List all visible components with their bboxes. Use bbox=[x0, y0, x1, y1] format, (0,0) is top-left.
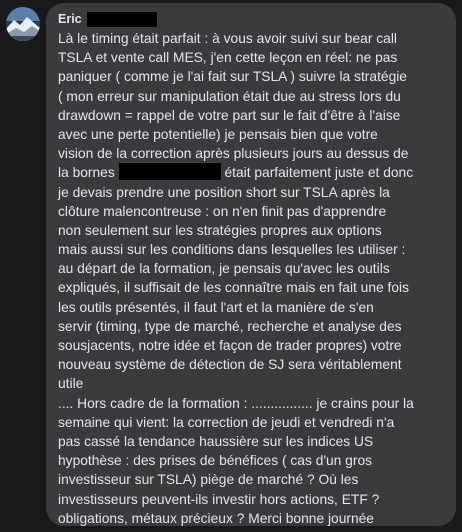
comment-text-part2 bbox=[58, 183, 444, 528]
comment-line: mais aussi sur les conditions dans lesquelles les utiliser : bbox=[58, 242, 406, 258]
comment-line: au départ de la formation, je pensais qu'avec les outils bbox=[58, 261, 390, 277]
comment-line: pas cassé la tendance haussière sur les indices US bbox=[58, 433, 374, 449]
comment-header bbox=[58, 10, 444, 29]
comment-line: ( mon erreur sur manipulation était due au stress lors du bbox=[58, 88, 401, 104]
redacted-surname bbox=[87, 12, 157, 27]
comment-line: je devais prendre une position short sur TSLA après la bbox=[58, 184, 390, 200]
comment-line: semaine qui vient: la correction de jeudi et vendredi n'a bbox=[58, 414, 395, 430]
comment-line: utile bbox=[58, 376, 84, 392]
comment-text bbox=[58, 29, 444, 528]
author-name[interactable]: Eric bbox=[58, 12, 82, 26]
comment-line-before: la bornes bbox=[58, 165, 115, 181]
comment-line: TSLA et vente call MES, j'en cette leçon en réel: ne pas bbox=[58, 50, 398, 66]
comment-line: sousjacents, notre idée et façon de trader propres) votre bbox=[58, 338, 402, 353]
comment-line: nouveau système de détection de SJ sera véritablement bbox=[58, 357, 402, 373]
comment-line: vision de la correction après plusieurs jours au dessus de bbox=[58, 146, 409, 162]
comment-line: investisseur sur TSLA) piège de marché ? Où les bbox=[58, 472, 359, 488]
comment-line: non seulement sur les stratégies propres aux options bbox=[58, 222, 382, 238]
comment-line: paniquer ( comme je l'ai fait sur TSLA ) suivre la stratégie bbox=[58, 69, 407, 85]
comment-line-redacted bbox=[58, 163, 444, 182]
comment-line: clôture malencontreuse : on n'en finit pas d'apprendre bbox=[58, 203, 387, 219]
comment-line: Là le timing était parfait : à vous avoir suivi sur bear call bbox=[58, 31, 397, 46]
comment-line: drawdown = rappel de votre part sur le fait d'être à l'aise bbox=[58, 107, 401, 123]
profile-avatar-icon[interactable] bbox=[6, 7, 40, 41]
redacted-text bbox=[119, 163, 221, 180]
comment-line: investisseurs peuvent-ils investir hors actions, ETF ? bbox=[58, 491, 380, 507]
comment-line: .... Hors cadre de la formation : ................ je crains pour la bbox=[58, 395, 414, 411]
comment-line: les outils présentés, il faut l'art et la manière de s'en bbox=[58, 299, 374, 315]
comment-line: obligations, métaux précieux ? Merci bonne journée bbox=[58, 510, 374, 526]
comment-line-after: était parfaitement juste et donc bbox=[224, 165, 414, 181]
comment-line: avec une perte potentielle) je pensais bien que votre bbox=[58, 126, 378, 142]
comment-bubble bbox=[46, 3, 456, 526]
comment-line: servir (timing, type de marché, recherche et analyse des bbox=[58, 318, 402, 334]
comment-line: hypothèse : des prises de bénéfices ( cas d'un gros bbox=[58, 453, 373, 469]
comment-text-part1 bbox=[58, 29, 444, 163]
comment-line: expliqués, il suffisait de les connaître mais en fait une fois bbox=[58, 280, 409, 296]
